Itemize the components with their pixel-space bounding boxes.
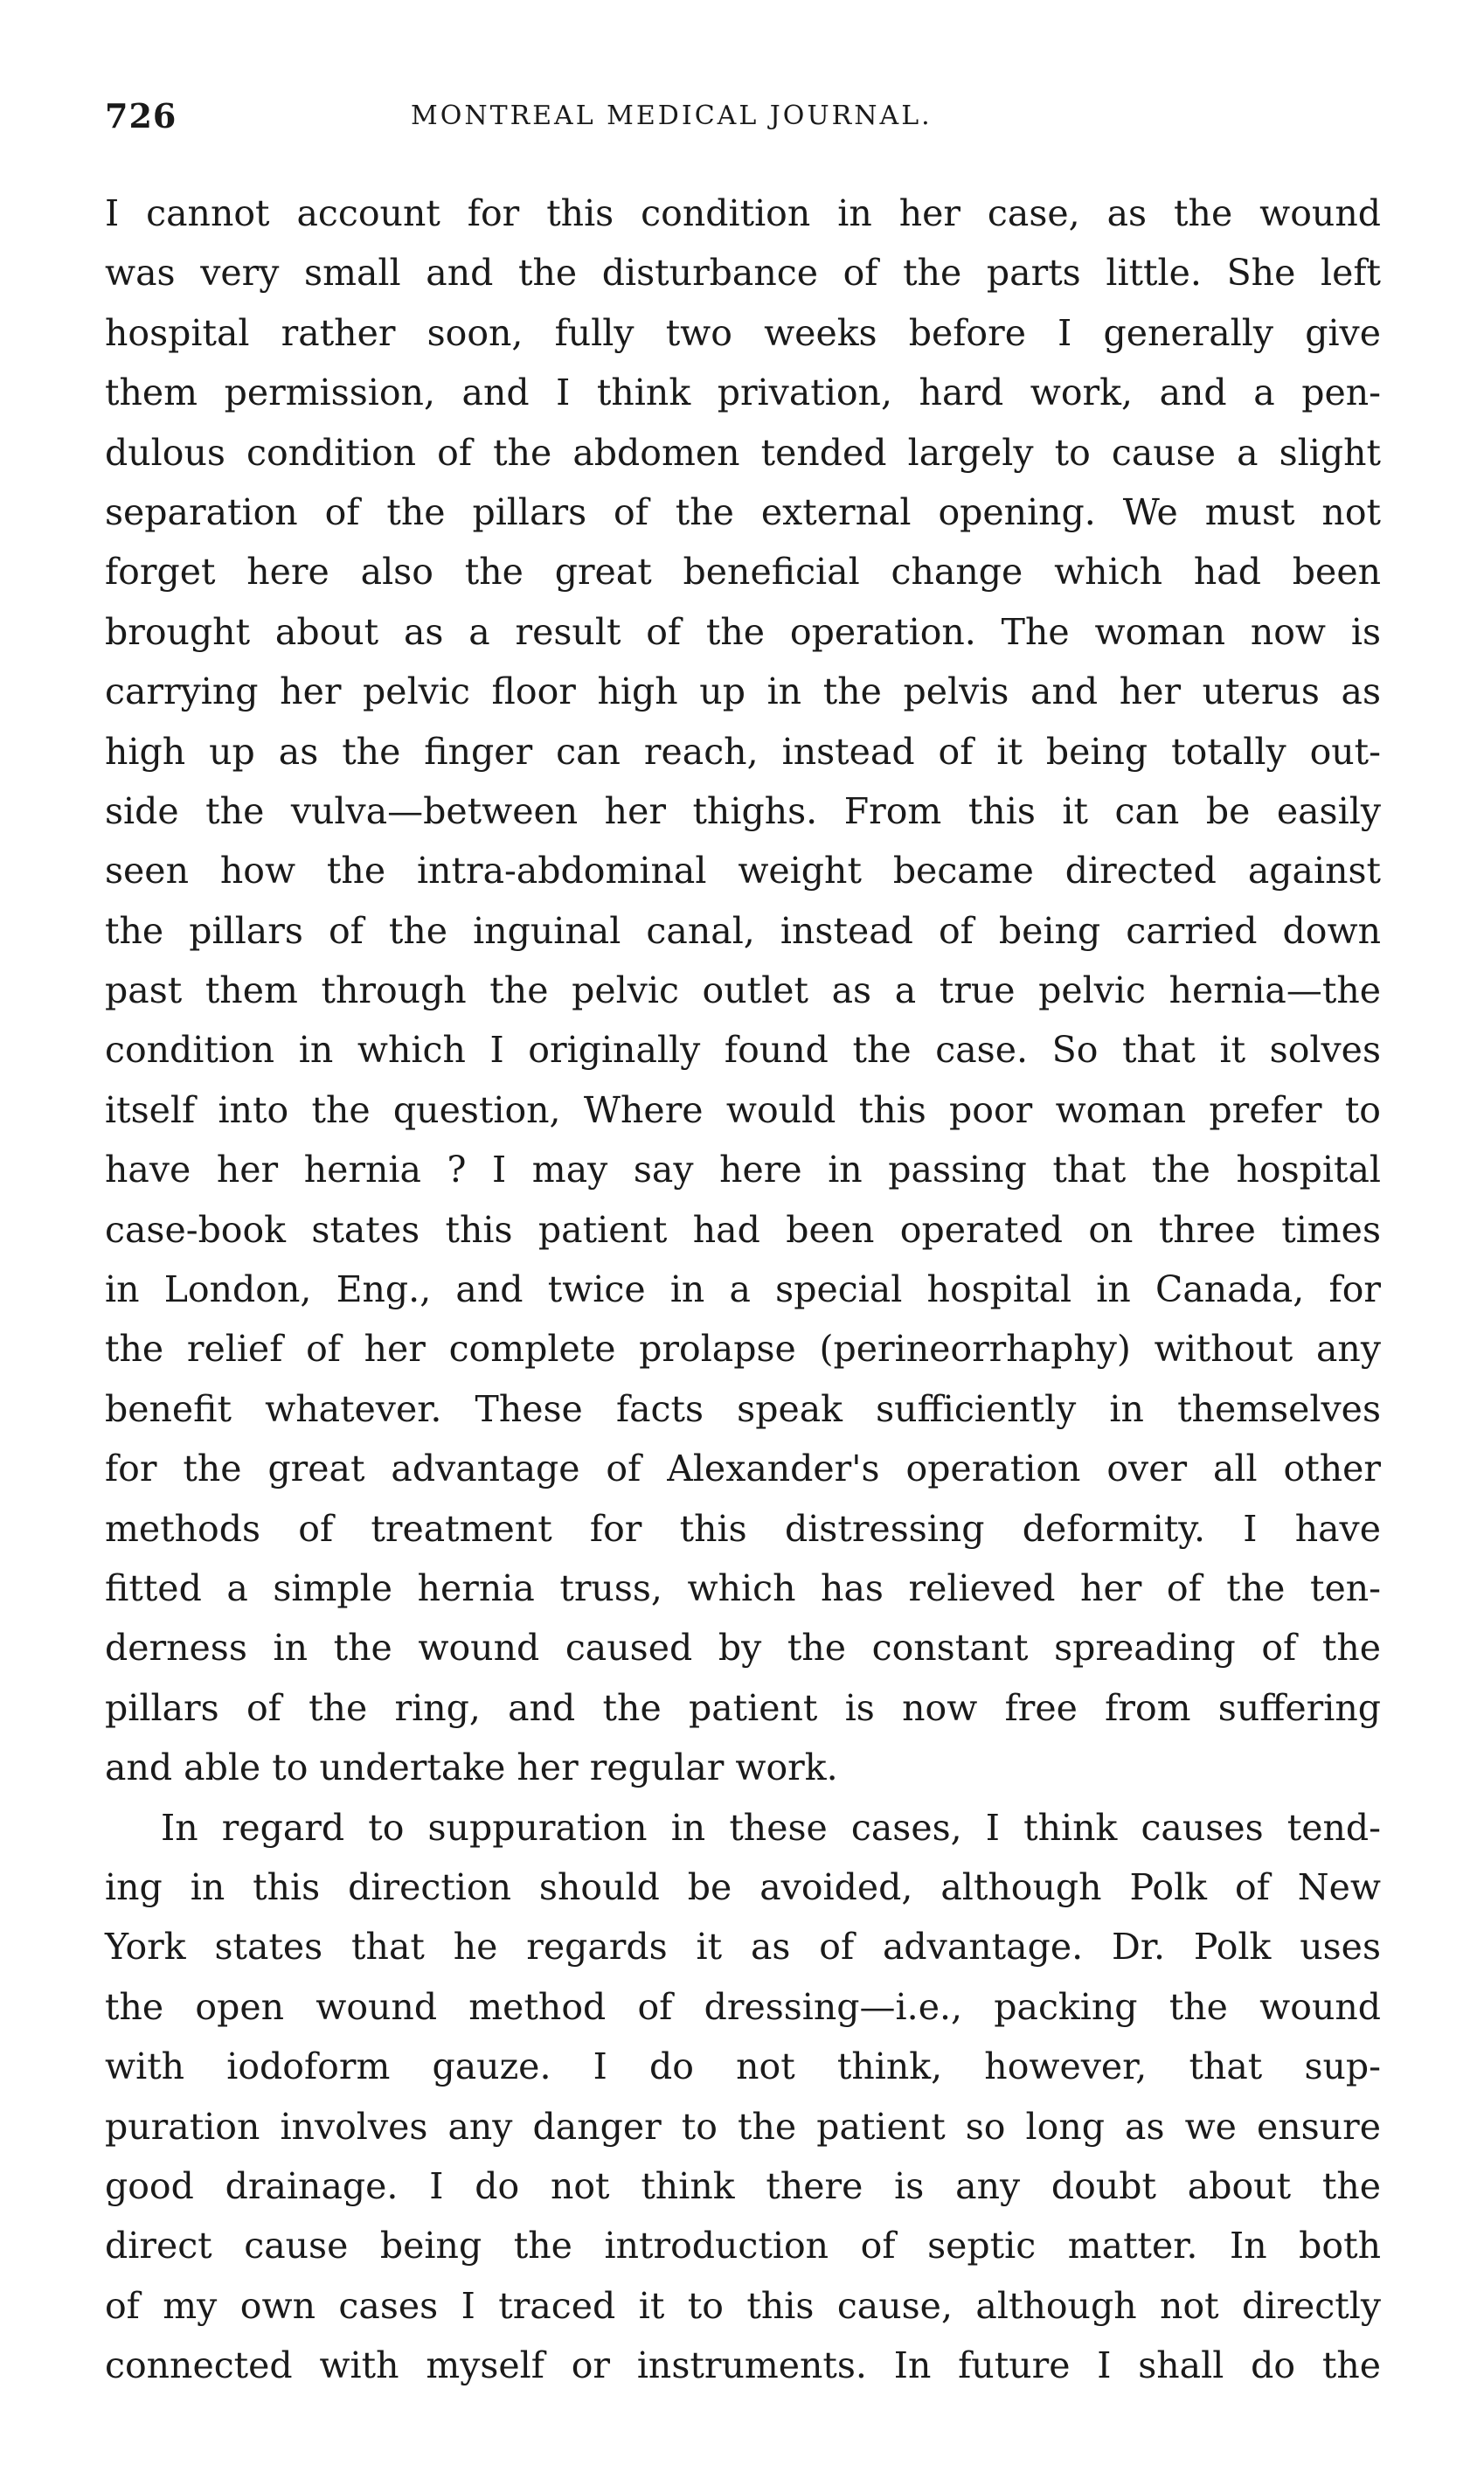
text-line: I cannot account for this condition in her case, as the wound — [105, 192, 1381, 234]
text-line: and able to undertake her regular work. — [105, 1746, 838, 1789]
paragraph — [105, 184, 1381, 1798]
text-line: benefit whatever. These facts speak sufficiently in themselves — [105, 1387, 1381, 1430]
text-line: methods of treatment for this distressing deformity. I have — [105, 1507, 1381, 1550]
text-line: In regard to suppuration in these cases, I think causes tend- — [161, 1806, 1381, 1849]
text-line: in London, Eng., and twice in a special hospital in Canada, for — [105, 1268, 1381, 1311]
text-line: seen how the intra-abdominal weight became directed against — [105, 850, 1381, 892]
text-line: pillars of the ring, and the patient is now free from suffering — [105, 1686, 1381, 1729]
text-line: brought about as a result of the operation. The woman now is — [105, 610, 1381, 653]
text-line: condition in which I originally found the case. So that it solves — [105, 1029, 1381, 1072]
text-line: good drainage. I do not think there is any doubt about the — [105, 2164, 1381, 2207]
text-line: separation of the pillars of the external opening. We must not — [105, 490, 1381, 533]
paragraph — [105, 1798, 1381, 2396]
text-line: the pillars of the inguinal canal, instead of being carried down — [105, 909, 1381, 952]
page-header — [105, 94, 1381, 138]
text-line: of my own cases I traced it to this cause, although not directly — [105, 2284, 1381, 2327]
text-line: high up as the finger can reach, instead of it being totally out- — [105, 730, 1381, 773]
body-text — [105, 184, 1381, 2395]
text-line: forget here also the great beneficial change which had been — [105, 551, 1381, 594]
text-line: dulous condition of the abdomen tended largely to cause a slight — [105, 431, 1381, 474]
text-line: York states that he regards it as of advantage. Dr. Polk uses — [105, 1926, 1381, 1969]
text-line: for the great advantage of Alexander's operation over all other — [105, 1448, 1381, 1490]
page-number: 726 — [105, 96, 177, 135]
text-line: the open wound method of dressing—i.e., packing the wound — [105, 1985, 1381, 2028]
text-line: direct cause being the introduction of septic matter. In both — [105, 2225, 1381, 2267]
text-line: side the vulva—between her thighs. From this it can be easily — [105, 789, 1381, 832]
text-line: was very small and the disturbance of the parts little. She left — [105, 252, 1381, 295]
text-line: itself into the question, Where would this poor woman prefer to — [105, 1088, 1381, 1131]
text-line: fitted a simple hernia truss, which has relieved her of the ten- — [105, 1566, 1381, 1609]
text-line: have her hernia ? I may say here in passing that the hospital — [105, 1149, 1381, 1191]
text-line: them permission, and I think privation, hard work, and a pen- — [105, 372, 1381, 414]
text-line: hospital rather soon, fully two weeks before I generally give — [105, 311, 1381, 354]
running-head: MONTREAL MEDICAL JOURNAL. — [411, 101, 933, 131]
text-line: the relief of her complete prolapse (perineorrhaphy) without any — [105, 1328, 1381, 1371]
text-line: case-book states this patient had been operated on three times — [105, 1208, 1381, 1251]
text-line: ing in this direction should be avoided, although Polk of New — [105, 1865, 1381, 1908]
text-line: connected with myself or instruments. In future I shall do the — [105, 2344, 1381, 2387]
text-line: puration involves any danger to the patient so long as we ensure — [105, 2105, 1381, 2148]
text-line: past them through the pelvic outlet as a true pelvic hernia—the — [105, 969, 1381, 1012]
text-line: carrying her pelvic floor high up in the pelvis and her uterus as — [105, 670, 1381, 713]
text-line: derness in the wound caused by the constant spreading of the — [105, 1627, 1381, 1670]
text-line: with iodoform gauze. I do not think, however, that sup- — [105, 2045, 1381, 2088]
